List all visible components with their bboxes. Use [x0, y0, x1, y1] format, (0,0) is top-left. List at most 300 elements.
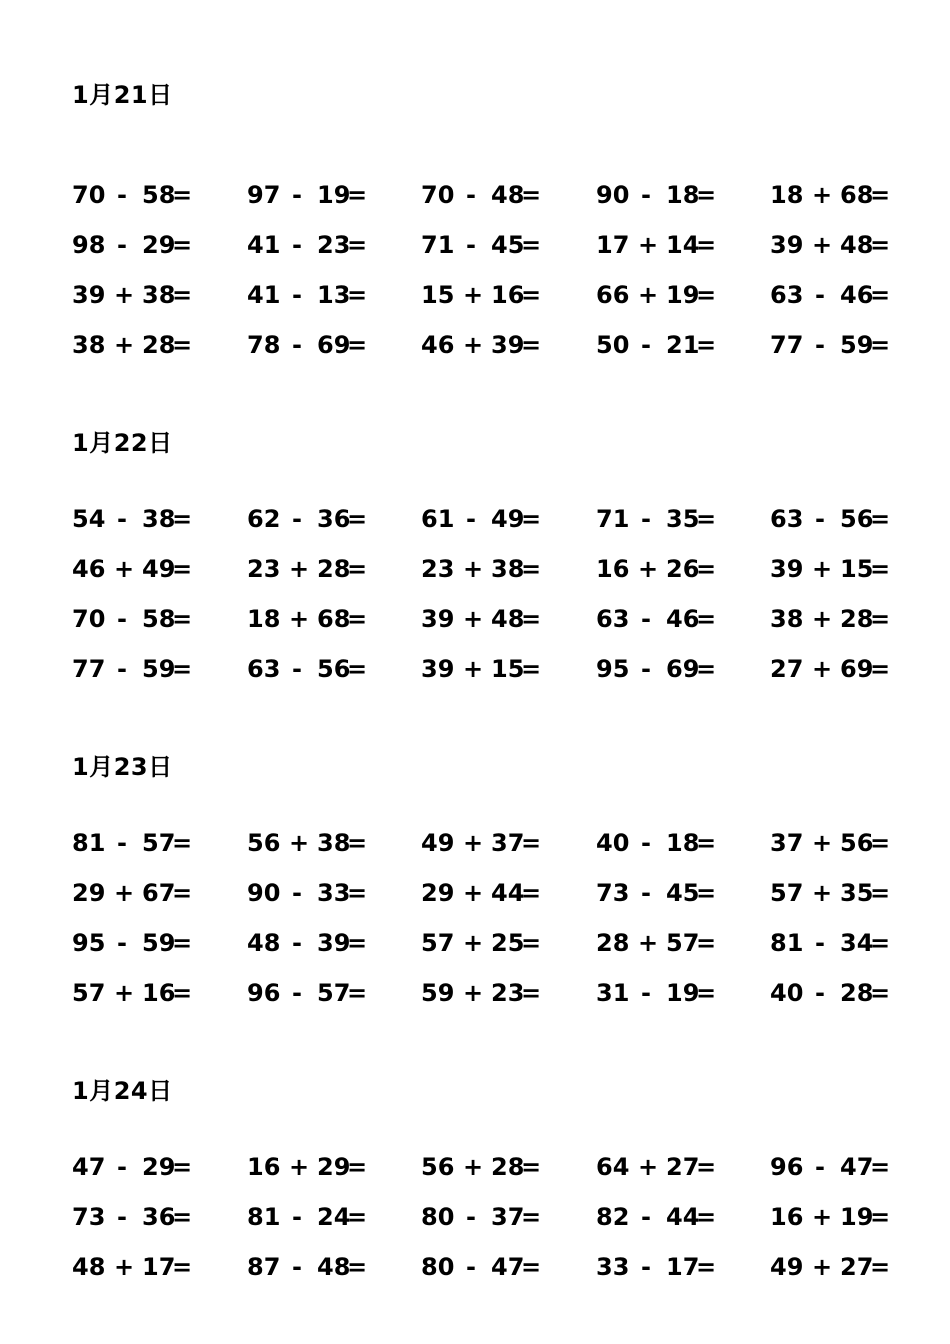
problem-left-operand: 81: [247, 1203, 281, 1231]
problem-left-operand: 48: [247, 929, 281, 957]
problem-left-operand: 70: [72, 181, 106, 209]
arithmetic-problem: [421, 828, 551, 858]
problem-right-operand: 38: [317, 829, 351, 857]
problem-left-operand: 64: [596, 1153, 630, 1181]
problem-right-operand: 59: [142, 929, 176, 957]
problem-right-operand: 19: [666, 979, 700, 1007]
problem-right-operand: 35: [666, 505, 700, 533]
problem-equals-sign: =: [347, 1153, 368, 1181]
problem-row: [72, 928, 902, 978]
date-heading: 1月24日: [72, 1077, 173, 1105]
problem-row: [72, 1202, 902, 1252]
arithmetic-problem: [596, 504, 726, 534]
problem-row: [72, 230, 902, 280]
problem-right-operand: 69: [666, 655, 700, 683]
problem-left-operand: 98: [72, 231, 106, 259]
problem-operator: +: [812, 181, 833, 209]
problem-equals-sign: =: [521, 505, 542, 533]
arithmetic-problem: [770, 878, 900, 908]
problem-left-operand: 57: [72, 979, 106, 1007]
arithmetic-problem: [770, 1252, 900, 1282]
problem-right-operand: 25: [491, 929, 525, 957]
arithmetic-problem: [421, 1252, 551, 1282]
arithmetic-problem: [421, 1202, 551, 1232]
problem-left-operand: 56: [421, 1153, 455, 1181]
problem-left-operand: 37: [770, 829, 804, 857]
problem-left-operand: 40: [770, 979, 804, 1007]
problem-left-operand: 46: [72, 555, 106, 583]
problem-equals-sign: =: [696, 979, 717, 1007]
problem-right-operand: 36: [142, 1203, 176, 1231]
problem-left-operand: 96: [770, 1153, 804, 1181]
problem-left-operand: 87: [247, 1253, 281, 1281]
problem-left-operand: 41: [247, 231, 281, 259]
problem-left-operand: 77: [72, 655, 106, 683]
problem-left-operand: 40: [596, 829, 630, 857]
problem-equals-sign: =: [696, 181, 717, 209]
problem-operator: -: [815, 929, 825, 957]
problem-equals-sign: =: [696, 605, 717, 633]
problem-row: [72, 1152, 902, 1202]
arithmetic-problem: [421, 180, 551, 210]
arithmetic-problem: [770, 230, 900, 260]
arithmetic-problem: [247, 554, 377, 584]
problem-right-operand: 49: [491, 505, 525, 533]
problem-row: [72, 330, 902, 380]
problem-row: [72, 280, 902, 330]
problem-right-operand: 69: [840, 655, 874, 683]
arithmetic-problem: [770, 654, 900, 684]
problem-operator: -: [117, 231, 127, 259]
problem-equals-sign: =: [521, 555, 542, 583]
problem-equals-sign: =: [870, 555, 891, 583]
arithmetic-problem: [770, 928, 900, 958]
arithmetic-problem: [770, 604, 900, 634]
problem-equals-sign: =: [347, 505, 368, 533]
problem-operator: -: [641, 879, 651, 907]
problem-operator: +: [812, 231, 833, 259]
problem-left-operand: 78: [247, 331, 281, 359]
problem-operator: -: [466, 231, 476, 259]
problem-left-operand: 33: [596, 1253, 630, 1281]
problem-left-operand: 41: [247, 281, 281, 309]
problem-equals-sign: =: [521, 929, 542, 957]
problem-row: [72, 180, 902, 230]
problem-left-operand: 16: [770, 1203, 804, 1231]
problem-right-operand: 57: [666, 929, 700, 957]
problem-operator: -: [292, 979, 302, 1007]
problem-left-operand: 16: [596, 555, 630, 583]
problem-left-operand: 23: [247, 555, 281, 583]
problem-operator: +: [114, 331, 135, 359]
arithmetic-problem: [596, 280, 726, 310]
problem-equals-sign: =: [696, 505, 717, 533]
problem-right-operand: 44: [666, 1203, 700, 1231]
arithmetic-problem: [421, 230, 551, 260]
problem-equals-sign: =: [521, 655, 542, 683]
problem-right-operand: 57: [317, 979, 351, 1007]
problem-equals-sign: =: [696, 1153, 717, 1181]
problem-right-operand: 28: [840, 605, 874, 633]
arithmetic-problem: [421, 978, 551, 1008]
problem-right-operand: 56: [317, 655, 351, 683]
problem-equals-sign: =: [870, 181, 891, 209]
problem-operator: -: [641, 605, 651, 633]
arithmetic-problem: [247, 878, 377, 908]
problem-right-operand: 45: [666, 879, 700, 907]
problem-equals-sign: =: [347, 231, 368, 259]
problem-operator: -: [292, 181, 302, 209]
problem-left-operand: 96: [247, 979, 281, 1007]
problem-left-operand: 90: [247, 879, 281, 907]
problem-right-operand: 34: [840, 929, 874, 957]
arithmetic-problem: [247, 280, 377, 310]
problem-left-operand: 29: [72, 879, 106, 907]
problem-operator: -: [641, 505, 651, 533]
problem-right-operand: 33: [317, 879, 351, 907]
problem-right-operand: 23: [317, 231, 351, 259]
problem-operator: +: [812, 1203, 833, 1231]
arithmetic-problem: [770, 504, 900, 534]
arithmetic-problem: [596, 1202, 726, 1232]
arithmetic-problem: [770, 180, 900, 210]
arithmetic-problem: [421, 878, 551, 908]
problem-left-operand: 73: [596, 879, 630, 907]
problem-left-operand: 16: [247, 1153, 281, 1181]
problem-right-operand: 67: [142, 879, 176, 907]
problem-right-operand: 38: [142, 281, 176, 309]
problem-equals-sign: =: [521, 1203, 542, 1231]
problem-right-operand: 17: [142, 1253, 176, 1281]
problem-equals-sign: =: [521, 605, 542, 633]
arithmetic-problem: [72, 978, 202, 1008]
problem-equals-sign: =: [172, 181, 193, 209]
arithmetic-problem: [72, 604, 202, 634]
problem-equals-sign: =: [172, 655, 193, 683]
problem-operator: -: [292, 281, 302, 309]
problem-operator: +: [114, 979, 135, 1007]
problem-right-operand: 48: [491, 605, 525, 633]
problem-operator: +: [463, 979, 484, 1007]
problem-equals-sign: =: [172, 555, 193, 583]
arithmetic-problem: [247, 1202, 377, 1232]
problem-right-operand: 16: [491, 281, 525, 309]
problem-right-operand: 44: [491, 879, 525, 907]
arithmetic-problem: [596, 878, 726, 908]
problem-operator: +: [463, 655, 484, 683]
problem-right-operand: 39: [317, 929, 351, 957]
arithmetic-problem: [421, 330, 551, 360]
problem-equals-sign: =: [870, 331, 891, 359]
problem-left-operand: 70: [72, 605, 106, 633]
arithmetic-problem: [421, 604, 551, 634]
arithmetic-problem: [770, 978, 900, 1008]
problem-left-operand: 59: [421, 979, 455, 1007]
problem-operator: -: [466, 181, 476, 209]
problem-grid: [72, 828, 902, 1028]
problem-equals-sign: =: [347, 331, 368, 359]
problem-row: [72, 978, 902, 1028]
problem-right-operand: 38: [142, 505, 176, 533]
problem-left-operand: 29: [421, 879, 455, 907]
problem-left-operand: 27: [770, 655, 804, 683]
problem-operator: -: [117, 605, 127, 633]
problem-right-operand: 46: [840, 281, 874, 309]
problem-operator: +: [463, 555, 484, 583]
problem-equals-sign: =: [172, 331, 193, 359]
problem-left-operand: 62: [247, 505, 281, 533]
problem-operator: +: [289, 605, 310, 633]
problem-equals-sign: =: [696, 281, 717, 309]
problem-left-operand: 39: [421, 655, 455, 683]
problem-operator: -: [292, 331, 302, 359]
problem-right-operand: 59: [142, 655, 176, 683]
problem-equals-sign: =: [870, 281, 891, 309]
problem-right-operand: 56: [840, 505, 874, 533]
problem-equals-sign: =: [347, 605, 368, 633]
problem-equals-sign: =: [870, 1203, 891, 1231]
problem-equals-sign: =: [521, 979, 542, 1007]
problem-equals-sign: =: [870, 879, 891, 907]
problem-left-operand: 97: [247, 181, 281, 209]
problem-operator: +: [114, 1253, 135, 1281]
problem-operator: +: [114, 281, 135, 309]
problem-operator: +: [463, 605, 484, 633]
problem-left-operand: 63: [770, 281, 804, 309]
arithmetic-problem: [421, 504, 551, 534]
problem-equals-sign: =: [521, 231, 542, 259]
problem-equals-sign: =: [696, 1253, 717, 1281]
problem-left-operand: 49: [421, 829, 455, 857]
problem-operator: +: [289, 829, 310, 857]
problem-left-operand: 70: [421, 181, 455, 209]
problem-operator: -: [641, 979, 651, 1007]
problem-left-operand: 71: [596, 505, 630, 533]
problem-equals-sign: =: [696, 1203, 717, 1231]
problem-right-operand: 28: [317, 555, 351, 583]
problem-equals-sign: =: [172, 829, 193, 857]
problem-right-operand: 68: [317, 605, 351, 633]
problem-equals-sign: =: [870, 231, 891, 259]
problem-operator: -: [641, 1253, 651, 1281]
problem-equals-sign: =: [696, 331, 717, 359]
arithmetic-problem: [247, 604, 377, 634]
date-heading: 1月21日: [72, 81, 173, 109]
arithmetic-problem: [72, 828, 202, 858]
problem-equals-sign: =: [521, 281, 542, 309]
problem-equals-sign: =: [347, 555, 368, 583]
problem-left-operand: 63: [770, 505, 804, 533]
arithmetic-problem: [596, 330, 726, 360]
problem-equals-sign: =: [521, 879, 542, 907]
arithmetic-problem: [596, 978, 726, 1008]
problem-equals-sign: =: [696, 231, 717, 259]
arithmetic-problem: [72, 230, 202, 260]
problem-equals-sign: =: [347, 829, 368, 857]
problem-operator: +: [812, 1253, 833, 1281]
problem-left-operand: 46: [421, 331, 455, 359]
arithmetic-problem: [770, 554, 900, 584]
problem-equals-sign: =: [696, 829, 717, 857]
problem-left-operand: 56: [247, 829, 281, 857]
problem-equals-sign: =: [696, 929, 717, 957]
arithmetic-problem: [421, 554, 551, 584]
problem-left-operand: 18: [247, 605, 281, 633]
problem-left-operand: 54: [72, 505, 106, 533]
problem-right-operand: 28: [142, 331, 176, 359]
problem-right-operand: 48: [317, 1253, 351, 1281]
problem-right-operand: 37: [491, 829, 525, 857]
problem-right-operand: 15: [491, 655, 525, 683]
problem-right-operand: 17: [666, 1253, 700, 1281]
problem-equals-sign: =: [172, 1153, 193, 1181]
problem-operator: -: [815, 979, 825, 1007]
arithmetic-problem: [247, 330, 377, 360]
problem-left-operand: 39: [421, 605, 455, 633]
problem-operator: +: [463, 281, 484, 309]
problem-right-operand: 59: [840, 331, 874, 359]
problem-operator: +: [638, 281, 659, 309]
problem-operator: -: [641, 829, 651, 857]
problem-operator: -: [292, 929, 302, 957]
problem-equals-sign: =: [521, 829, 542, 857]
arithmetic-problem: [247, 230, 377, 260]
problem-operator: -: [117, 829, 127, 857]
arithmetic-problem: [72, 1202, 202, 1232]
problem-left-operand: 31: [596, 979, 630, 1007]
problem-operator: -: [815, 281, 825, 309]
problem-operator: -: [117, 929, 127, 957]
problem-right-operand: 14: [666, 231, 700, 259]
problem-operator: -: [117, 655, 127, 683]
problem-left-operand: 81: [72, 829, 106, 857]
arithmetic-problem: [596, 828, 726, 858]
arithmetic-problem: [247, 928, 377, 958]
problem-operator: +: [638, 929, 659, 957]
problem-left-operand: 73: [72, 1203, 106, 1231]
arithmetic-problem: [72, 554, 202, 584]
problem-equals-sign: =: [347, 929, 368, 957]
problem-equals-sign: =: [870, 979, 891, 1007]
problem-equals-sign: =: [870, 829, 891, 857]
problem-operator: +: [463, 879, 484, 907]
arithmetic-problem: [770, 330, 900, 360]
problem-equals-sign: =: [870, 605, 891, 633]
problem-right-operand: 45: [491, 231, 525, 259]
problem-row: [72, 654, 902, 704]
problem-operator: +: [812, 655, 833, 683]
problem-right-operand: 69: [317, 331, 351, 359]
problem-equals-sign: =: [696, 879, 717, 907]
problem-equals-sign: =: [172, 281, 193, 309]
arithmetic-problem: [72, 1252, 202, 1282]
problem-operator: -: [466, 1203, 476, 1231]
arithmetic-problem: [247, 504, 377, 534]
problem-right-operand: 58: [142, 181, 176, 209]
problem-equals-sign: =: [347, 281, 368, 309]
problem-left-operand: 17: [596, 231, 630, 259]
problem-equals-sign: =: [172, 1253, 193, 1281]
problem-operator: +: [812, 829, 833, 857]
problem-left-operand: 39: [770, 555, 804, 583]
problem-left-operand: 47: [72, 1153, 106, 1181]
problem-right-operand: 29: [142, 231, 176, 259]
problem-right-operand: 29: [142, 1153, 176, 1181]
problem-equals-sign: =: [347, 979, 368, 1007]
arithmetic-problem: [247, 1152, 377, 1182]
problem-right-operand: 58: [142, 605, 176, 633]
problem-left-operand: 39: [72, 281, 106, 309]
problem-row: [72, 878, 902, 928]
problem-right-operand: 28: [840, 979, 874, 1007]
problem-grid: [72, 1152, 902, 1302]
problem-right-operand: 13: [317, 281, 351, 309]
problem-left-operand: 49: [770, 1253, 804, 1281]
problem-operator: -: [292, 505, 302, 533]
problem-equals-sign: =: [347, 181, 368, 209]
problem-equals-sign: =: [521, 181, 542, 209]
problem-right-operand: 39: [491, 331, 525, 359]
problem-equals-sign: =: [172, 231, 193, 259]
problem-left-operand: 90: [596, 181, 630, 209]
problem-equals-sign: =: [172, 605, 193, 633]
problem-operator: -: [466, 1253, 476, 1281]
problem-right-operand: 29: [317, 1153, 351, 1181]
problem-equals-sign: =: [521, 1253, 542, 1281]
arithmetic-problem: [596, 928, 726, 958]
problem-left-operand: 39: [770, 231, 804, 259]
arithmetic-problem: [596, 1152, 726, 1182]
problem-operator: +: [289, 1153, 310, 1181]
problem-operator: -: [641, 331, 651, 359]
problem-operator: -: [292, 1253, 302, 1281]
arithmetic-problem: [596, 180, 726, 210]
problem-operator: -: [292, 231, 302, 259]
problem-right-operand: 46: [666, 605, 700, 633]
problem-equals-sign: =: [870, 655, 891, 683]
problem-operator: +: [812, 879, 833, 907]
problem-operator: -: [117, 1153, 127, 1181]
arithmetic-problem: [421, 1152, 551, 1182]
problem-right-operand: 68: [840, 181, 874, 209]
problem-right-operand: 57: [142, 829, 176, 857]
problem-operator: +: [289, 555, 310, 583]
problem-row: [72, 554, 902, 604]
problem-right-operand: 56: [840, 829, 874, 857]
problem-right-operand: 26: [666, 555, 700, 583]
problem-right-operand: 35: [840, 879, 874, 907]
problem-operator: -: [815, 1153, 825, 1181]
problem-equals-sign: =: [696, 655, 717, 683]
arithmetic-problem: [596, 654, 726, 684]
problem-left-operand: 15: [421, 281, 455, 309]
problem-row: [72, 828, 902, 878]
problem-row: [72, 504, 902, 554]
arithmetic-problem: [770, 828, 900, 858]
problem-equals-sign: =: [172, 505, 193, 533]
problem-row: [72, 1252, 902, 1302]
problem-equals-sign: =: [172, 979, 193, 1007]
arithmetic-problem: [72, 330, 202, 360]
arithmetic-problem: [596, 604, 726, 634]
problem-operator: +: [463, 929, 484, 957]
problem-operator: +: [463, 1153, 484, 1181]
problem-operator: -: [641, 1203, 651, 1231]
problem-operator: -: [117, 1203, 127, 1231]
problem-operator: +: [463, 829, 484, 857]
problem-left-operand: 77: [770, 331, 804, 359]
problem-equals-sign: =: [347, 655, 368, 683]
